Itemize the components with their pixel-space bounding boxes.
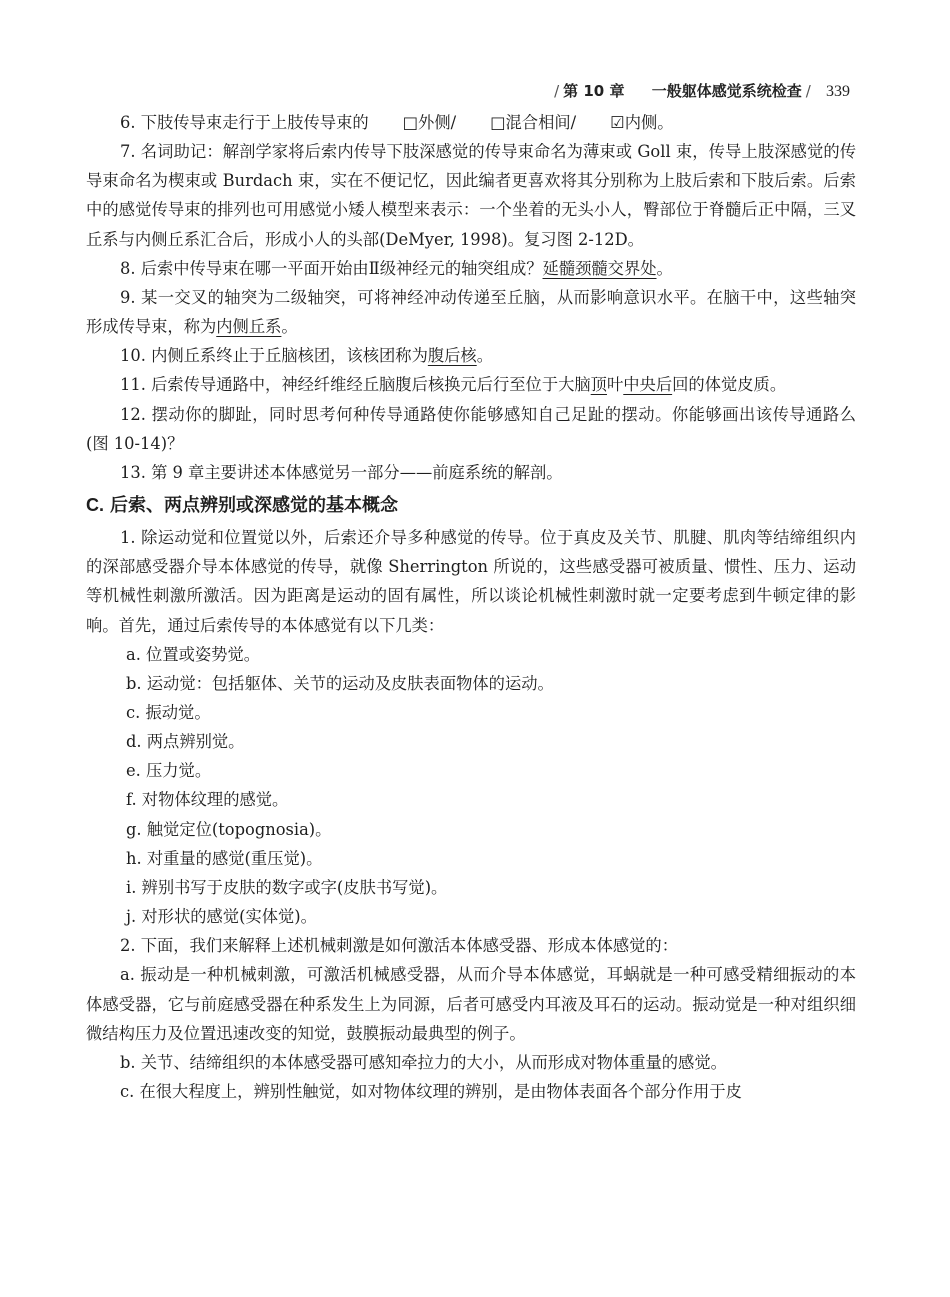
item-10: 10. 内侧丘系终止于丘脑核团，该核团称为腹后核。 (120, 346, 494, 366)
item-12: 12. 摆动你的脚趾，同时思考何种传导通路使你能够感知自己足趾的摆动。你能够画出该传导通路么(图 10-14)？ (86, 404, 856, 453)
c2-intro: 2. 下面，我们来解释上述机械刺激是如何激活本体感受器、形成本体感觉的： (120, 936, 678, 956)
list-item: h. 对重量的感觉(重压觉)。 (126, 848, 323, 868)
item-11: 11. 后索传导通路中，神经纤维经丘脑腹后核换元后行至位于大脑顶叶中央后回的体觉皮质。 (120, 375, 787, 395)
checkbox-lateral: □ (402, 113, 419, 132)
answer-9: 内侧丘系 (216, 317, 282, 337)
list-item: a. 位置或姿势觉。 (126, 644, 261, 664)
item-6: 6. 下肢传导束走行于上肢传导束的 □外侧/ □混合相间/ ☑内侧。 (86, 108, 856, 137)
answer-11a: 顶 (590, 375, 607, 395)
list-item: c. 振动觉。 (126, 702, 211, 722)
page-number: 339 (826, 83, 850, 100)
answer-11b: 中央后 (623, 375, 673, 395)
list-item: e. 压力觉。 (126, 761, 212, 781)
running-header: / 第 10 章 一般躯体感觉系统检查 / 339 (554, 82, 850, 100)
list-item: b. 运动觉：包括躯体、关节的运动及皮肤表面物体的运动。 (126, 673, 554, 693)
list-item: i. 辨别书写于皮肤的数字或字(皮肤书写觉)。 (126, 877, 448, 897)
section-heading-c: C. 后索、两点辨别或深感觉的基本概念 (86, 495, 398, 517)
item-7: 7. 名词助记：解剖学家将后索内传导下肢深感觉的传导束命名为薄束或 Goll 束，传导上肢深感觉的传导束命名为楔束或 Burdach 束，实在不便记忆，因此编者更喜欢将其分别称为上肢后索和下肢后索。后索中的感觉传导束的排列也可用感觉小矮人模型来表示：一个坐着的无头小人，臀部位于脊髓后正中隔，三叉丘系与内侧丘系汇合后，形成小人的头部(DeMyer, 1998)。复习图 2-12D。 (86, 142, 856, 249)
item-13: 13. 第 9 章主要讲述本体感觉另一部分——前庭系统的解剖。 (120, 462, 563, 482)
list-item: g. 触觉定位(topognosia)。 (126, 819, 332, 839)
c2-a: a. 振动是一种机械刺激，可激活机械感受器，从而介导本体感觉，耳蜗就是一种可感受精细振动的本体感受器，它与前庭感受器在种系发生上为同源，后者可感受内耳液及耳石的运动。振动觉是一种对组织细微结构压力及位置迅速改变的知觉，鼓膜振动最典型的例子。 (86, 965, 856, 1043)
item-9: 9. 某一交叉的轴突为二级轴突，可将神经冲动传递至丘脑，从而影响意识水平。在脑干中，这些轴突形成传导束，称为内侧丘系。 (86, 287, 856, 337)
list-item: d. 两点辨别觉。 (126, 732, 245, 752)
c2-b: b. 关节、结缔组织的本体感受器可感知牵拉力的大小，从而形成对物体重量的感觉。 (120, 1052, 727, 1072)
checkbox-mixed: □ (490, 113, 506, 132)
checkbox-medial-checked: ☑ (610, 113, 625, 132)
list-item: f. 对物体纹理的感觉。 (126, 790, 289, 810)
chapter-title: 一般躯体感觉系统检查 (651, 82, 802, 100)
body-text (86, 108, 856, 1106)
list-item: j. 对形状的感觉(实体觉)。 (126, 907, 317, 927)
c2-c: c. 在很大程度上，辨别性触觉，如对物体纹理的辨别，是由物体表面各个部分作用于皮 (120, 1082, 742, 1101)
item-8: 8. 后索中传导束在哪一平面开始由Ⅱ级神经元的轴突组成？延髓颈髓交界处。 (120, 258, 673, 278)
c1-intro: 1. 除运动觉和位置觉以外，后索还介导多种感觉的传导。位于真皮及关节、肌腱、肌肉等结缔组织内的深部感受器介导本体感觉的传导，就像 Sherrington 所说的，这些感受器可被质量、惯性、压力、运动等机械性刺激所激活。因为距离是运动的固有属性，所以谈论机械性刺激时就一定要考虑到牛顿定律的影响。首先，通过后索传导的本体感觉有以下几类： (86, 528, 856, 635)
chapter-label: 第 10 章 (563, 82, 625, 100)
answer-10: 腹后核 (427, 346, 477, 366)
answer-8: 延髓颈髓交界处 (542, 258, 657, 278)
